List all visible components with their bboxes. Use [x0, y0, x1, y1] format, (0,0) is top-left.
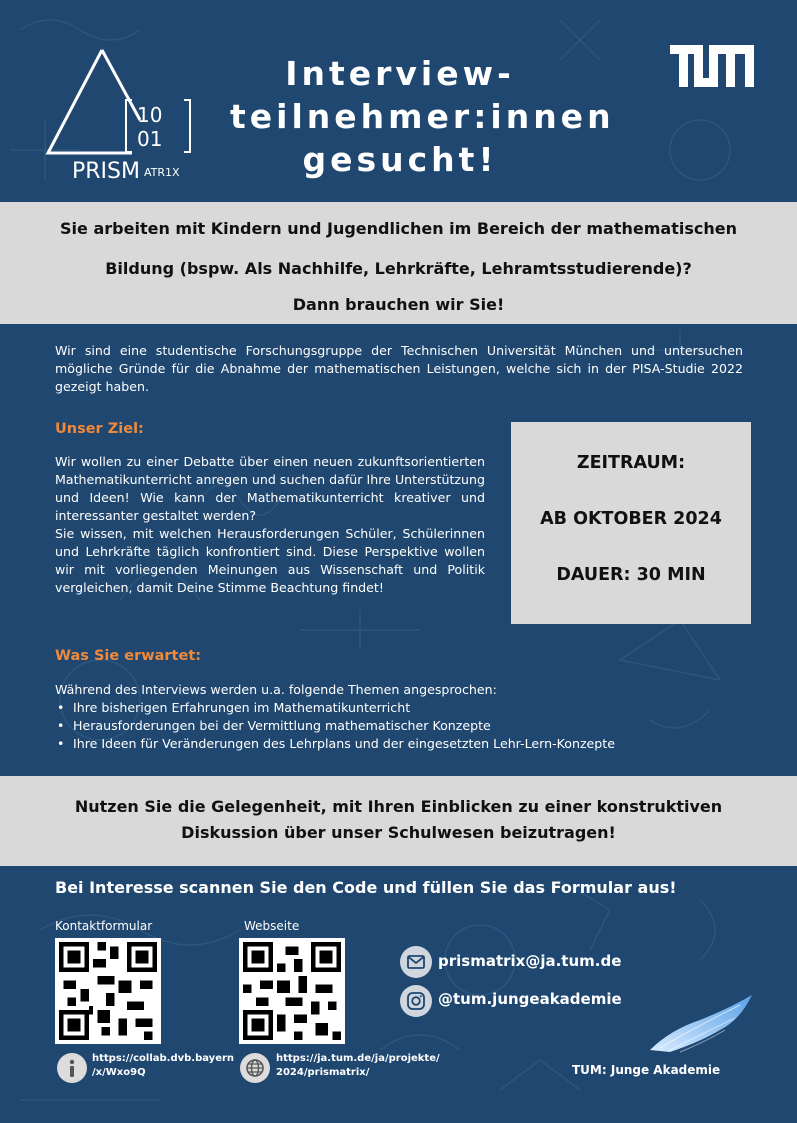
- ziel-text: Wir wollen zu einer Debatte über einen neuen zukunftsorientierten Mathematikunterricht anregen und suchen dafür Ihre Unterstützung und Ideen! Wie kann der Mathematikunterricht kreativer und interessanter gestaltet werden? Sie wissen, mit welchen Herausforderungen Schüler, Schülerinnen und Lehrkräfte täglich konfrontiert sind. Diese Perspektive wollen wir mit vorliegenden Meinungen aus Wissenschaft und Politik vergleichen, damit Deine Stimme Beachtung findet!: [55, 454, 485, 595]
- erwartet-text: Während des Interviews werden u.a. folgende Themen angesprochen: • Ihre bisherigen Erfahrungen im Mathematikunterricht • Herausforderungen bei der Vermittlung mathematischer Konzepte • Ihre Ideen für Veränderungen des Lehrplans und der eingesetzten Lehr-Lern-Konzepte: [55, 681, 755, 753]
- instagram-icon: [400, 985, 432, 1017]
- svg-text:PRISM: PRISM: [72, 159, 140, 184]
- topics-list: [55, 699, 755, 753]
- list-item: • Ihre bisherigen Erfahrungen im Mathematikunterricht: [55, 699, 755, 717]
- instagram-handle[interactable]: @tum.jungeakademie: [438, 990, 622, 1008]
- kontaktformular-qr-code[interactable]: [55, 938, 161, 1044]
- kontaktformular-url[interactable]: https://collab.dvb.bayern /x/Wxo9Q: [92, 1053, 235, 1078]
- intro-paragraph: Wir sind eine studentische Forschungsgruppe der Technischen Universität München und untersuchen mögliche Gründe für die Abnahme der mathematischen Leistungen, welche sich in der PISA-Studie 2022 gezeigt haben.: [55, 343, 743, 394]
- email-address[interactable]: prismatrix@ja.tum.de: [438, 952, 622, 970]
- kontaktformular-label: Kontaktformular: [55, 919, 153, 933]
- prismatrix-logo: [40, 45, 200, 185]
- target-audience-banner: Sie arbeiten mit Kindern und Jugendlichen im Bereich der mathematischen Bildung (bspw. Als Nachhilfe, Lehrkräfte, Lehramtsstudierende)? Dann brauchen wir Sie!: [0, 202, 797, 324]
- call-to-action-banner: Nutzen Sie die Gelegenheit, mit Ihren Einblicken zu einer konstruktiven Diskussion über unser Schulwesen beizutragen!: [0, 776, 797, 866]
- webseite-url[interactable]: https://ja.tum.de/ja/projekte/ 2024/prismatrix/: [276, 1053, 440, 1078]
- list-item: • Ihre Ideen für Veränderungen des Lehrplans und der eingesetzten Lehr-Lern-Konzepte: [55, 735, 755, 753]
- svg-text:01: 01: [137, 127, 163, 151]
- ziel-heading: Unser Ziel:: [55, 421, 144, 437]
- interest-heading: Bei Interesse scannen Sie den Code und füllen Sie das Formular aus!: [55, 878, 677, 897]
- erwartet-heading: Was Sie erwartet:: [55, 648, 202, 664]
- list-item: • Herausforderungen bei der Vermittlung mathematischer Konzepte: [55, 717, 755, 735]
- junge-akademie-wing-icon: [640, 990, 760, 1060]
- webseite-qr-code[interactable]: [239, 938, 345, 1044]
- svg-text:10: 10: [137, 103, 163, 127]
- timeframe-box: ZEITRAUM: AB OKTOBER 2024 DAUER: 30 MIN: [511, 422, 751, 624]
- webseite-label: Webseite: [244, 919, 300, 933]
- globe-icon: [240, 1053, 270, 1083]
- tum-logo: [670, 45, 754, 87]
- tum-junge-akademie-label: TUM: Junge Akademie: [572, 1063, 721, 1077]
- mail-icon: [400, 946, 432, 978]
- page-title: Interview- teilnehmer:innen gesucht!: [230, 54, 615, 179]
- info-icon: [57, 1053, 87, 1083]
- svg-text:ATR1X: ATR1X: [144, 166, 180, 179]
